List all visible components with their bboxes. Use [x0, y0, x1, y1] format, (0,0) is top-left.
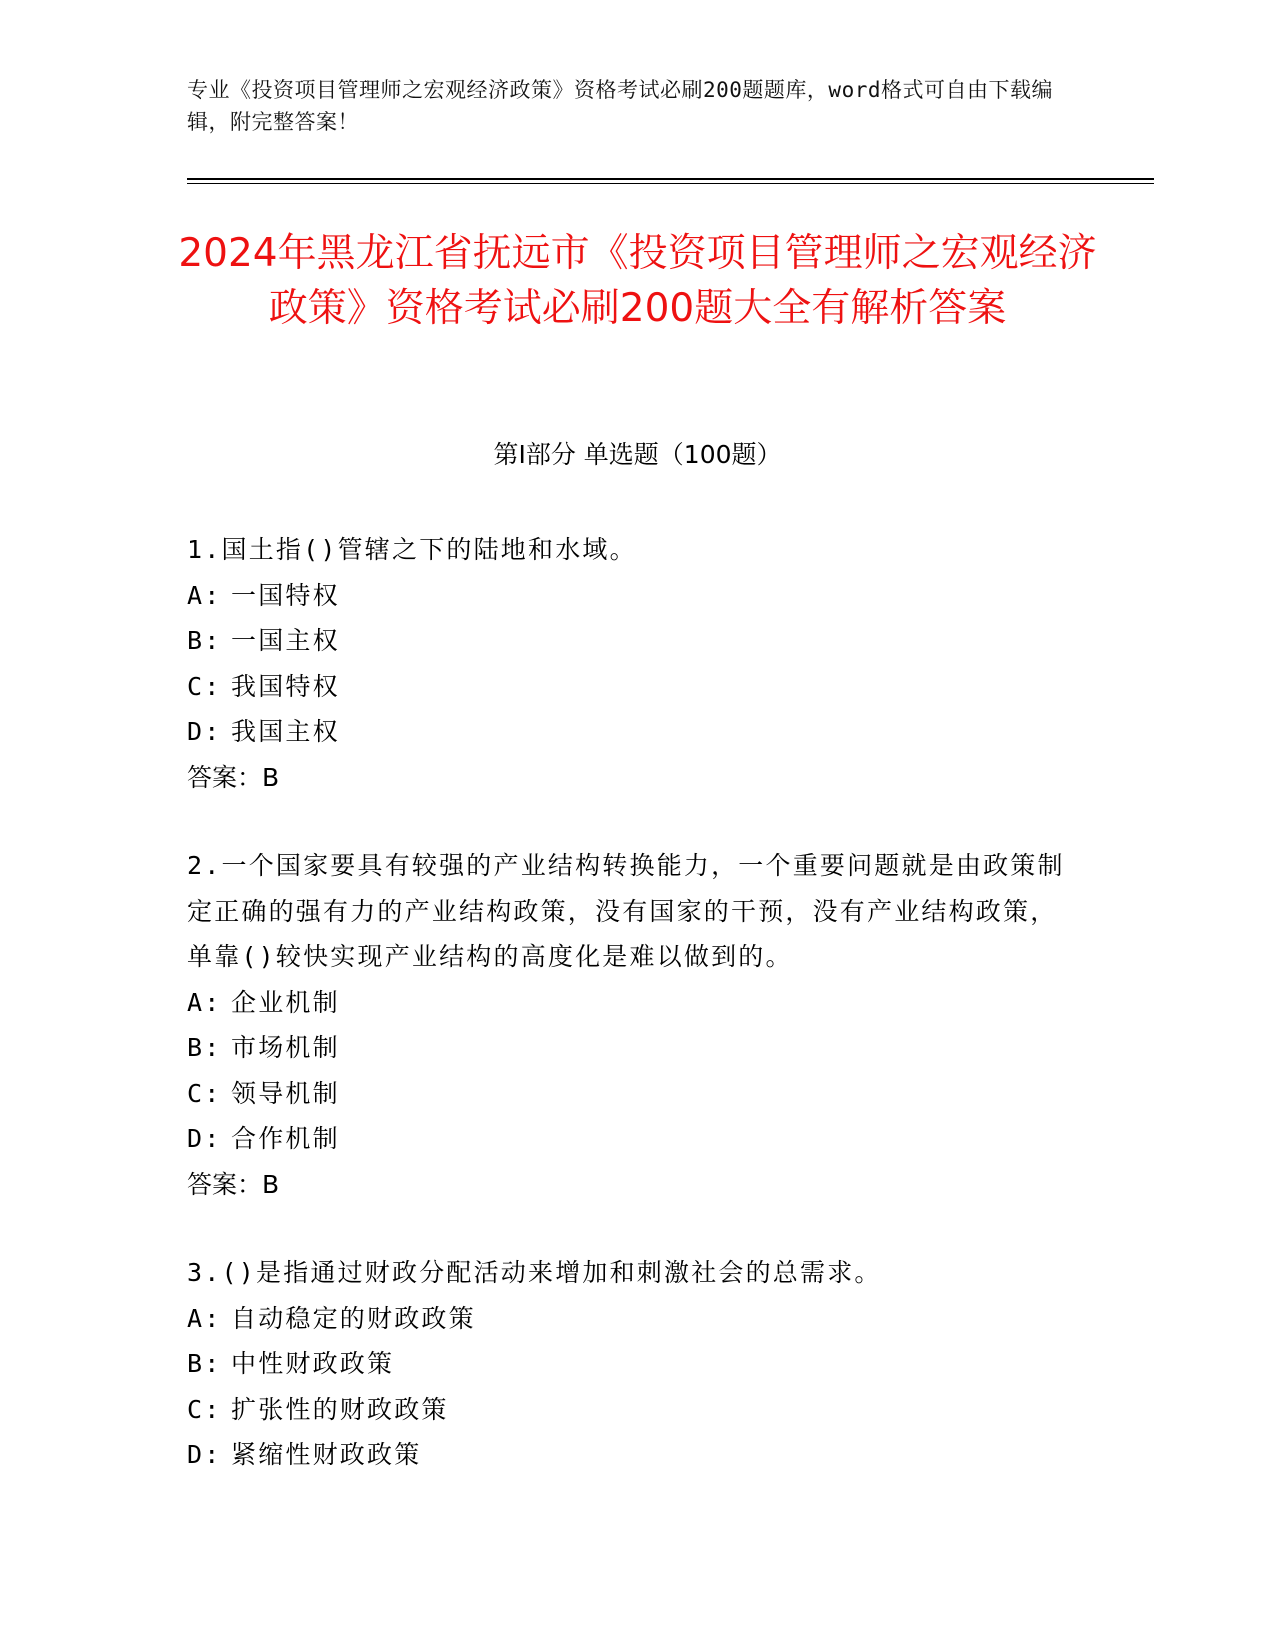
option-text: 合作机制 — [231, 1124, 340, 1153]
option-letter: C: — [187, 671, 222, 701]
option-letter: D: — [187, 717, 222, 746]
option-text: 企业机制 — [231, 987, 340, 1017]
header-divider-thin — [187, 183, 1154, 184]
option-letter: D: — [187, 1124, 222, 1153]
option-text: 扩张性的财政政策 — [231, 1394, 449, 1424]
option-c — [187, 1387, 1067, 1433]
option-b — [187, 618, 1067, 664]
question-stem: 3.()是指通过财政分配活动来增加和刺激社会的总需求。 — [187, 1258, 882, 1287]
option-b — [187, 1025, 1067, 1071]
option-c — [187, 664, 1067, 710]
question-1 — [187, 527, 1067, 800]
option-a — [187, 1296, 1067, 1342]
option-text: 一国特权 — [231, 580, 340, 610]
option-text: 中性财政政策 — [231, 1349, 395, 1378]
option-d — [187, 709, 1067, 755]
option-d — [187, 1116, 1067, 1162]
document-title: 2024年黑龙江省抚远市《投资项目管理师之宏观经济政策》资格考试必刷200题大全有解析答案 — [178, 231, 1097, 331]
option-letter: C: — [187, 1394, 222, 1424]
header-divider-thick — [187, 178, 1154, 180]
option-a — [187, 980, 1067, 1026]
option-text: 紧缩性财政政策 — [231, 1440, 422, 1469]
option-letter: A: — [187, 580, 222, 610]
option-letter: B: — [187, 1349, 222, 1378]
option-text: 我国特权 — [231, 671, 340, 701]
answer-line: 答案：B — [187, 1169, 280, 1199]
option-b — [187, 1341, 1067, 1387]
option-a — [187, 573, 1067, 619]
option-letter: A: — [187, 987, 222, 1017]
question-2 — [187, 843, 1067, 1207]
option-text: 领导机制 — [231, 1078, 340, 1108]
option-text: 市场机制 — [231, 1033, 340, 1062]
question-list — [187, 527, 1067, 1521]
option-letter: B: — [187, 626, 222, 655]
option-d — [187, 1432, 1067, 1478]
option-letter: A: — [187, 1303, 222, 1333]
question-stem: 1.国土指()管辖之下的陆地和水域。 — [187, 535, 637, 564]
option-text: 我国主权 — [231, 717, 340, 746]
option-letter: B: — [187, 1033, 222, 1062]
option-letter: D: — [187, 1440, 222, 1469]
option-c — [187, 1071, 1067, 1117]
section-title: 第Ⅰ部分 单选题（100题） — [493, 440, 782, 469]
option-text: 自动稳定的财政政策 — [231, 1303, 476, 1333]
question-3 — [187, 1250, 1067, 1478]
option-text: 一国主权 — [231, 626, 340, 655]
option-letter: C: — [187, 1078, 222, 1108]
header-note: 专业《投资项目管理师之宏观经济政策》资格考试必刷200题题库，word格式可自由下载编辑，附完整答案！ — [187, 78, 1053, 134]
question-stem: 2.一个国家要具有较强的产业结构转换能力，一个重要问题就是由政策制定正确的强有力的产业结构政策，没有国家的干预，没有产业结构政策，单靠()较快实现产业结构的高度化是难以做到的。 — [187, 851, 1065, 971]
answer-line: 答案：B — [187, 762, 280, 792]
